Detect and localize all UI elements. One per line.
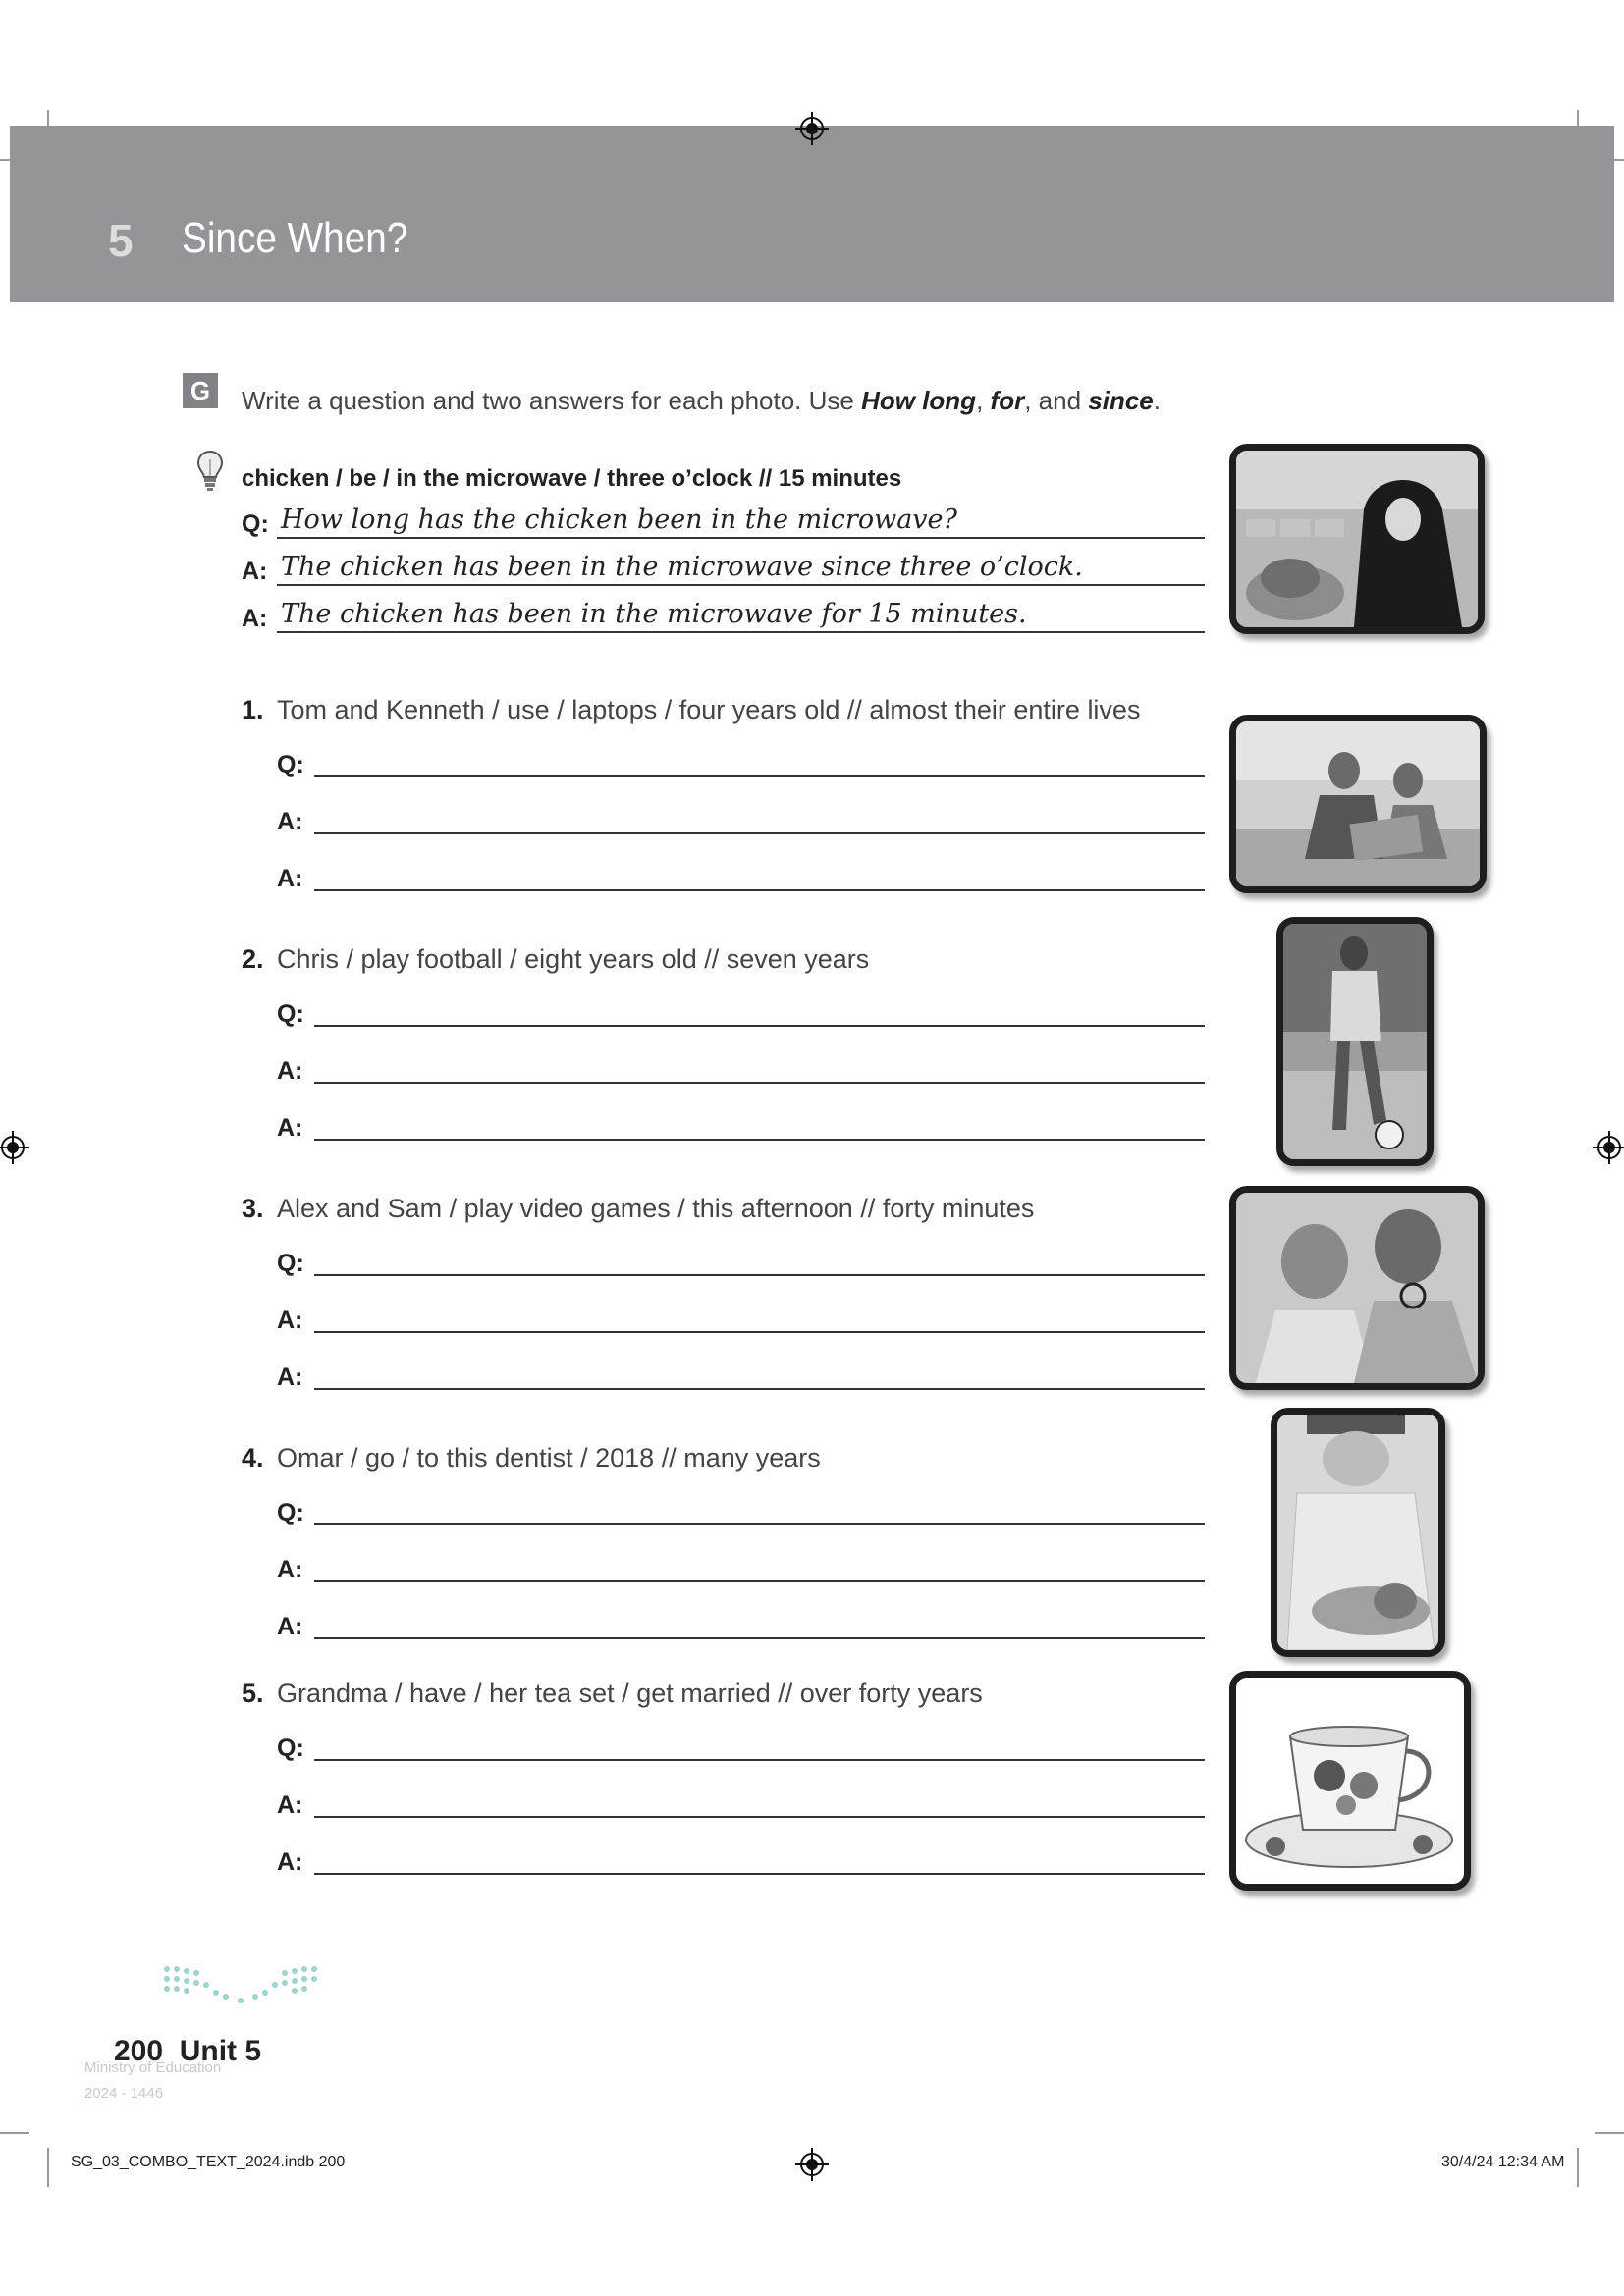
answer-line[interactable] bbox=[314, 832, 1205, 834]
unit-title: Since When? bbox=[182, 214, 408, 262]
item-prompt: Grandma / have / her tea set / get married // over forty years bbox=[277, 1679, 983, 1708]
footer-date: 30/4/24 12:34 AM bbox=[1441, 2154, 1565, 2170]
answer-line[interactable] bbox=[314, 1082, 1205, 1084]
a-label: A: bbox=[277, 1613, 303, 1640]
item-prompt: Tom and Kenneth / use / laptops / four years old // almost their entire lives bbox=[277, 695, 1141, 724]
example-a-label: A: bbox=[242, 558, 268, 585]
item-prompt: Omar / go / to this dentist / 2018 // many years bbox=[277, 1443, 821, 1472]
ministry-name: Ministry of Education bbox=[84, 2059, 222, 2076]
a-label: A: bbox=[277, 1848, 303, 1876]
answer-line[interactable] bbox=[314, 1816, 1205, 1818]
a-label: A: bbox=[277, 865, 303, 892]
registration-mark-icon bbox=[795, 112, 829, 145]
example-q-line bbox=[277, 537, 1205, 539]
a-label: A: bbox=[277, 1114, 303, 1142]
example-q-label: Q: bbox=[242, 510, 269, 538]
answer-line[interactable] bbox=[314, 1759, 1205, 1761]
answer-line[interactable] bbox=[314, 1637, 1205, 1639]
instruction-text: Write a question and two answers for each photo. Use bbox=[242, 386, 862, 415]
answer-line[interactable] bbox=[314, 1523, 1205, 1525]
photo-tea-set bbox=[1229, 1671, 1471, 1891]
photo-boy-football bbox=[1276, 917, 1434, 1166]
item-number: 4. bbox=[242, 1443, 264, 1472]
unit-number: 5 bbox=[108, 215, 134, 266]
example-question: How long has the chicken been in the microwave? bbox=[281, 505, 958, 535]
answer-line[interactable] bbox=[314, 1580, 1205, 1582]
q-label: Q: bbox=[277, 1499, 304, 1526]
crop-mark bbox=[0, 2132, 29, 2134]
photo-woman-chicken bbox=[1229, 444, 1485, 634]
lightbulb-icon bbox=[196, 450, 224, 493]
crop-mark bbox=[1595, 2132, 1624, 2134]
a-label: A: bbox=[277, 808, 303, 835]
item-prompt: Chris / play football / eight years old // seven years bbox=[277, 944, 870, 974]
ministry-logo bbox=[157, 1963, 324, 2018]
photo-boys-video-games bbox=[1229, 1186, 1485, 1390]
keyword-since: since bbox=[1088, 386, 1154, 415]
instruction-period: . bbox=[1153, 386, 1161, 415]
section-badge: G bbox=[183, 373, 218, 408]
keyword-for: for bbox=[990, 386, 1025, 415]
item-number: 1. bbox=[242, 695, 264, 724]
a-label: A: bbox=[277, 1556, 303, 1583]
answer-line[interactable] bbox=[314, 889, 1205, 891]
answer-line[interactable] bbox=[314, 1873, 1205, 1875]
q-label: Q: bbox=[277, 1250, 304, 1277]
photo-dentist bbox=[1271, 1408, 1445, 1657]
q-label: Q: bbox=[277, 1735, 304, 1762]
page-number-value: 200 bbox=[114, 2035, 164, 2067]
page-unit-label: Unit 5 bbox=[179, 2035, 262, 2067]
item-number: 3. bbox=[242, 1194, 264, 1223]
example-answer-for: The chicken has been in the microwave for 15 minutes. bbox=[281, 599, 1027, 629]
answer-line[interactable] bbox=[314, 1274, 1205, 1276]
registration-mark-icon bbox=[0, 1131, 29, 1164]
crop-mark bbox=[47, 2148, 49, 2187]
a-label: A: bbox=[277, 1791, 303, 1819]
registration-mark-icon bbox=[795, 2148, 829, 2181]
example-a2-line bbox=[277, 631, 1205, 633]
item-number: 2. bbox=[242, 944, 264, 974]
item-prompt: Alex and Sam / play video games / this afternoon // forty minutes bbox=[277, 1194, 1035, 1223]
instruction-separator: , bbox=[976, 386, 991, 415]
section-instruction bbox=[242, 386, 1161, 416]
example-a1-line bbox=[277, 584, 1205, 586]
answer-line[interactable] bbox=[314, 775, 1205, 777]
q-label: Q: bbox=[277, 751, 304, 778]
a-label: A: bbox=[277, 1307, 303, 1334]
answer-line[interactable] bbox=[314, 1139, 1205, 1141]
photo-boys-laptop bbox=[1229, 715, 1487, 893]
example-a-label: A: bbox=[242, 605, 268, 632]
item-number: 5. bbox=[242, 1679, 264, 1708]
answer-line[interactable] bbox=[314, 1331, 1205, 1333]
keyword-how-long: How long bbox=[861, 386, 977, 415]
ministry-year: 2024 - 1446 bbox=[84, 2085, 164, 2102]
answer-line[interactable] bbox=[314, 1388, 1205, 1390]
a-label: A: bbox=[277, 1363, 303, 1391]
crop-mark bbox=[1577, 2148, 1579, 2187]
q-label: Q: bbox=[277, 1000, 304, 1028]
footer-file-slug: SG_03_COMBO_TEXT_2024.indb 200 bbox=[71, 2154, 346, 2170]
example-answer-since: The chicken has been in the microwave since three o’clock. bbox=[281, 552, 1083, 582]
a-label: A: bbox=[277, 1057, 303, 1085]
registration-mark-icon bbox=[1593, 1131, 1624, 1164]
instruction-separator: , and bbox=[1024, 386, 1089, 415]
answer-line[interactable] bbox=[314, 1025, 1205, 1027]
example-prompt: chicken / be / in the microwave / three o’clock // 15 minutes bbox=[242, 465, 902, 492]
